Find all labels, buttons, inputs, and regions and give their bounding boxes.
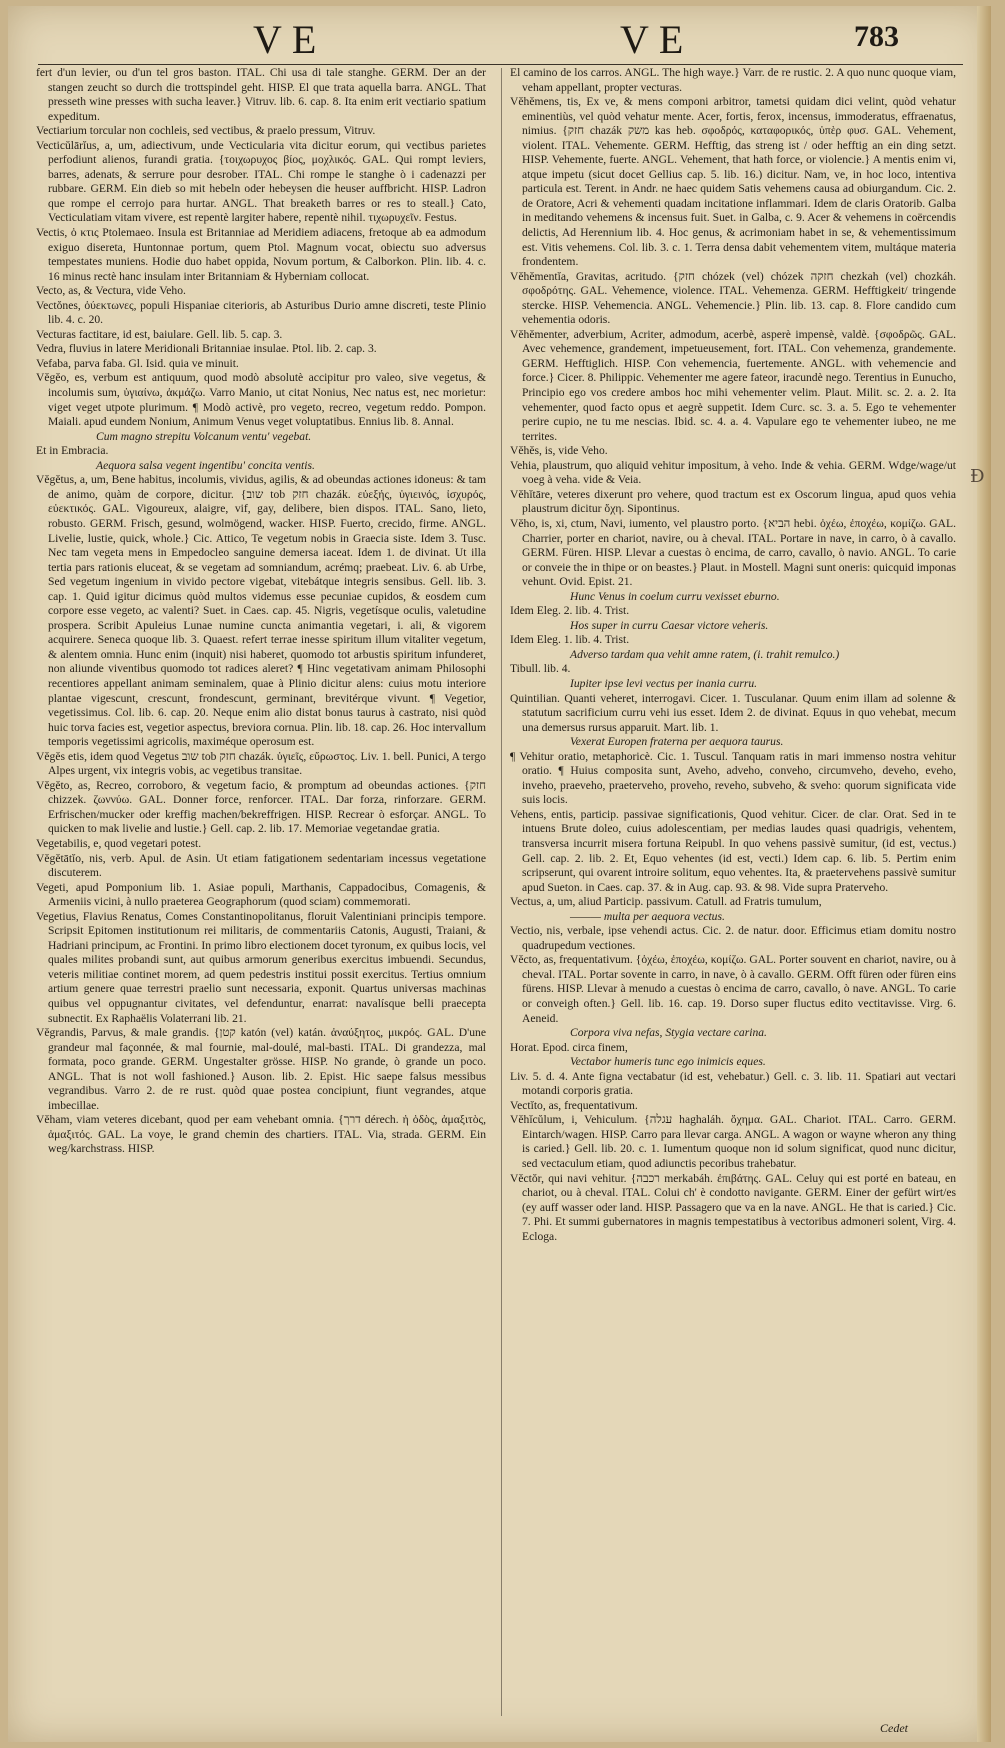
dictionary-entry: Vĕhĕmentĭa, Gravitas, acritudo. {חזק chózek (vel) chózek חזקה chezkah (vel) chozkáh. σφοδρότης. GAL. Vehemence, violence. ITAL. Vehemenza. GERM. Hefftigkeit/ tringende stercke. HISP. Vehemencia. ANGL. Vehemencie.} Plin. lib. 13. cap. 8. Flore candido cum vehementia odoris.: [510, 269, 956, 327]
verse-quotation: Cum magno strepitu Volcanum ventu' vegebat.: [96, 429, 312, 443]
citation: Idem Eleg. 1. lib. 4. Trist.: [510, 633, 630, 647]
verse-quotation: Aequora salsa vegent ingentibu' concita ventis.: [96, 458, 315, 472]
dictionary-entry: Vĕgĕs etis, idem quod Vegetus שוב tob חזק chazák. ὑγιεῖς, εὔρωστος. Liv. 1. bell. Punici, A tergo Alpes urgent, vix integris vobis, ac vegetibus transitae.: [36, 749, 486, 778]
dictionary-entry: Vecticŭlārĭus, a, um, adiectivum, unde Vecticularia vita dicitur eorum, qui vectibus parietes perfodiunt alienos, furandi gratia. {τοιχωρυχος βίος, μοχλικός. GAL. Qui rompt leviers, barres, adenats, & serrure pour desrober. ITAL. Chi rompe le stanghe ò i cadenazzi per rubbare. GERM. Ein dieb so mit hebeln oder hebeysen die heuser auffbricht. HISP. Ladron que rompe el cerrojo para hurtar. ANGL. That breaketh barres or res to steall.} Cato, Vecticulatiam vitam vivere, est repentè largiter habere, repentè nihil. τιχωρυχεῖν. Festus.: [36, 138, 486, 225]
dictionary-entry: Vĕham, viam veteres dicebant, quod per eam vehebant omnia. {דרך dérech. ἡ ὁδὸς, ἁμαξιτὸς, ἁμαξιτός. GAL. La voye, le grand chemin des chartiers. ITAL. Via, strada. GERM. Ein weg/karchstrass. HISP.: [36, 1113, 487, 1156]
header-rule: [38, 64, 963, 65]
verse-quotation: Vectabor humeris tunc ego inimicis eques.: [570, 1055, 766, 1069]
citation: Tibull. lib. 4.: [510, 662, 571, 676]
dictionary-entry: Vĕhĕs, is, vide Veho.: [510, 444, 608, 458]
dictionary-entry: ¶ Vehitur oratio, metaphoricè. Cic. 1. Tuscul. Tanquam ratis in mari immenso nostra vehitur oratio. ¶ Huius composita sunt, Aveho, adveho, conveho, circumveho, deveho, eveho, inveho, praeveho, praeterveho, proveho, reveho, subveho, & sveho: quorum significata vide suis locis.: [510, 749, 956, 807]
verse-quotation: ——— multa per aequora vectus.: [570, 909, 725, 923]
dictionary-entry: Quintilian. Quanti veheret, interrogavi. Cicer. 1. Tusculanar. Quum enim illam ad solenne & statutum sacrificium curru vehi ius esset. Idem 2. de divinat. Equus in quo vehebat, mecum una demersus rursus apparuit. Mart. lib. 1.: [510, 691, 956, 734]
running-head-right: VE: [620, 17, 694, 62]
dictionary-entry: Vĕgĕtātĭo, nis, verb. Apul. de Asin. Ut etiam fatigationem sedentariam incessus vegetatione discuterem.: [36, 851, 486, 880]
column-divider: [501, 68, 502, 1716]
verse-quotation: Corpora viva nefas, Stygia vectare carina.: [570, 1026, 767, 1040]
page-edge: [977, 6, 991, 1742]
dictionary-entry: Vectus, a, um, aliud Particip. passivum. Catull. ad Fratris tumulum,: [510, 895, 822, 909]
dictionary-entry: Vĕhĕmens, tis, Ex ve, & mens componi arbitror, tametsi quidam dici velint, quòd vehatur eminentiùs, vel quòd vehatur mente. Acer, fortis, ferox, incensus, immoderatus, effraenatus, nimius. {חזק chazák משק kas heb. σφοδρός, καταφορικός, ὑπὲρ φυσ. GAL. Vehement, violent. ITAL. Vehemente. GERM. Hefftig, das streng ist / oder hefftig an ein ding setzt. HISP. Vehemente, fuerte. ANGL. Vehement, that hath force, or violencie.} A mentis enim vi, atque impetu (sicut docet Gellius cap. 5. lib. 16.) dicitur. Nam, ve, in hoc loco, intentiva particula est. Terent. in Andr. ne haec quidem Satis vehemens causa ad obiurgandum. Cic. 2. de Oratore, Acri & vehementi quadam incitatione inflammari. Idem de claris Oratorib. Galba in meditando vehemens & incensus fuit. Suet. in Galba, c. 9. Acer & vehemens in coërcendis delictis, Ad Herennium lib. 4. Hoc genus, & acrimoniam habet in se, & vehementissimum est. Vitis vehemens. Col. lib. 3. c. 1. Terra densa dabit vehementem vitem, multáque materia frondentem.: [510, 95, 956, 269]
left-column: [36, 66, 486, 1157]
running-head-left: VE: [253, 17, 327, 62]
dictionary-entry: Vĕhĭcŭlum, i, Vehiculum. {עגלה haghaláh. ὄχημα. GAL. Chariot. ITAL. Carro. GERM. Eintarch/wagen. HISP. Carro para llevar carga. ANGL. A wagon or wayne wheron any thing is caried.} Gell. lib. 20. c. 1. Iumentum quoque non id solum significat, quod nunc dicitur, sed vectaculum etiam, quod adiunctis pecoribus trahebatur.: [510, 1113, 956, 1171]
dictionary-entry: Vectiarium torcular non cochleis, sed vectibus, & praelo pressum, Vitruv.: [36, 124, 376, 138]
dictionary-entry: Vĕho, is, xi, ctum, Navi, iumento, vel plaustro porto. {הביא hebi. ὀχέω, ἐποχέω, κομίζω. GAL. Charrier, porter en chariot, navire, ou à cheval. ITAL. Portare in nave, in carro, ò à cavallo. GERM. Füren. HISP. Llevar a cuestas ò encima, de carro, cavallo, ò navio. ANGL. To carie or conveie the in thipe or on beastes.} Plaut. in Mostell. Magni sunt oneris: quicquid imponas vehunt. Ovid. Epist. 21.: [510, 516, 956, 589]
dictionary-entry: Vegetabilis, e, quod vegetari potest.: [36, 836, 202, 850]
catchword: Cedet: [880, 1721, 908, 1735]
verse-quotation: Iupiter ipse levi vectus per inania curru.: [570, 676, 758, 690]
dictionary-entry: Vĕgĕo, es, verbum est antiquum, quod modò absolutè accipitur pro valeo, sive vegetus, & incolumis sum, ὑγιαίνω, ἀκμάζω. Varro Manio, ut citat Nonius, Nec natus est, nec morietur: viget veget utpote plurimum. ¶ Modò activè, pro vegeto, recreo, vegetum reddo. Pompon. Maiali. apud eundem Nonium, Animum Venus veget voluptatibus. Ennius lib. 8. Annal.: [36, 371, 486, 429]
citation: Horat. Epod. circa finem,: [510, 1040, 628, 1054]
dictionary-entry: El camino de los carros. ANGL. The high waye.} Varr. de re rustic. 2. A quo nunc quoque viam, veham appellant, propter vecturas.: [510, 66, 956, 94]
dictionary-entry: Vegetius, Flavius Renatus, Comes Constantinopolitanus, floruit Valentiniani principis tempore. Scripsit Epitomen institutionum rei militaris, de commentariis Catonis, Augusti, Traiani, & Hadriani principum, ac Frontini. In primo libro electionem docet tyronum, ex quibus locis, vel quales milites probandi sunt, aut quibus armorum generibus exercitus imbuendi. Secundus, veteris militiae continet morem, ad quem pedestris institui possit exercitus. Tertius omnium artium genere quae terrestri praelio sunt necessaria, exponit. Quartus universas machinas quibus vel oppugnantur civitates, vel defenduntur, enarrat: navalísque belli praecepta subnectit. Ex Raphaëlis Volaterrani lib. 21.: [36, 909, 486, 1025]
dictionary-entry: Vĕctŏr, qui navi vehitur. {רכבה merkabáh. ἐπιβάτης. GAL. Celuy qui est porté en bateau, en chariot, ou à cheval. ITAL. Colui ch' è condotto navigante. GERM. Einer der gefürt wirt/es (ey auff wasser oder land. HISP. Passagero que va en la nave. ANGL. He that is caried.} Cic. 7. Phi. Et summi gubernatores in magnis tempestatibus à vectoribus admoneri solent, Virg. 4. Ecloga.: [510, 1171, 956, 1243]
page-number: 783: [854, 20, 899, 53]
dictionary-entry: Liv. 5. d. 4. Ante figna vectabatur (id est, vehebatur.) Gell. c. 3. lib. 11. Spatiari aut vectari motandi corporis gratia.: [510, 1069, 956, 1098]
margin-annotation: Ɖ: [970, 466, 985, 487]
dictionary-entry: Vĕgĕto, as, Recreo, corroboro, & vegetum facio, & promptum ad obeundas actiones. {חזק chizzek. ζωννύω. GAL. Donner force, renforcer. ITAL. Dar forza, rinforzare. GERM. Erfrischen/mucker oder kreffig machen/bekreffrigen. HISP. Recrear ò esforçar. ANGL. To quicken to mak livelie and lustie.} Gell. cap. 2. lib. 17. Memoriae vegetandae gratia.: [36, 778, 486, 836]
dictionary-entry: Vecto, as, & Vectura, vide Veho.: [36, 284, 186, 298]
dictionary-entry: Vĕcto, as, frequentativum. {ὀχέω, ἐποχέω, κομίζω. GAL. Porter souvent en chariot, navire, ou à cheval. ITAL. Portar sovente in carro, in nave, ò à cavallo. GERM. Offt füren oder füren eins fürens. HISP. Llevar à menudo a cuestas ò encima de carro, cavallo, ò nave. ANGL. To carie or conveigh often.} Gell. lib. 16. cap. 19. Dorso super fluctus edito vectitavisse. Virg. 6. Aeneid.: [510, 953, 956, 1025]
verse-quotation: Adverso tardam qua vehit amne ratem, (i. trahit remulco.): [570, 647, 840, 661]
right-column: [510, 66, 956, 1244]
dictionary-entry: Vedra, fluvius in latere Meridionali Britanniae insulae. Ptol. lib. 2. cap. 3.: [36, 342, 377, 356]
verse-quotation: Hunc Venus in coelum curru vexisset eburno.: [570, 589, 780, 603]
dictionary-entry: Vĕhĕmenter, adverbium, Acriter, admodum, acerbè, asperè impensè, valdè. {σφοδρῶς. GAL. Avec vehemence, grandement, impetueusement, fort. ITAL. Con vehemenza, grandemente. GERM. Hefftiglich. HISP. Con vehemencia, fuertemente. ANGL. with vehemencie and force.} Cicer. 8. Philippic. Vehementer me agere fateor, iracundè nego. Terentius in Eunucho, Principio ego vos credere ambos hoc mihi vehementer velim. Plaut. Milit. sc. 2. a. 2. Ita vehementer, quod facto opus et aegrè suppetit. Idem Curc. sc. 3. a. 5. Ego te vehementer perire cupio, ne tu me nescias. Ibid. sc. 4. a. 4. Vapulare ego te vehementer iubeo, ne me territes.: [510, 327, 956, 443]
verse-quotation: Vexerat Europen fraterna per aequora taurus.: [570, 735, 784, 749]
book-page: [8, 6, 991, 1742]
dictionary-entry: Vectio, nis, verbale, ipse vehendi actus. Cic. 2. de natur. door. Efficimus etiam domitu nostro quadrupedum vectiones.: [510, 924, 956, 952]
dictionary-entry: Vĕgrandis, Parvus, & male grandis. {קטן katón (vel) katán. ἀναύξητος, μικρός. GAL. D'une grandeur mal façonnée, & mal fournie, mal-doulé, mal-basti. ITAL. Di grandezza, mal formata, poco grande. GERM. Ungestalter grösse. HISP. No grande, ò grande un poco. ANGL. That is not woll fashioned.} Auson. lib. 2. Epist. Hic saepe falsus messibus vegrandibus. Varro 2. de re rust. quòd quae postea concipiunt, fiunt vegrandes, atque imbecillae.: [36, 1026, 487, 1112]
dictionary-entry: Vectŏnes, ὀύεκτωνες, populi Hispaniae citerioris, ab Asturibus Durio amne discreti, teste Plinio lib. 4. c. 20.: [36, 298, 486, 327]
dictionary-entry: Vehia, plaustrum, quo aliquid vehitur impositum, à veho. Inde & vehia. GERM. Wdge/wage/ut voeg à veha. vide & Veia.: [510, 458, 956, 487]
verse-quotation: Hos super in curru Caesar victore veheris.: [570, 618, 769, 632]
citation: Et in Embracia.: [36, 444, 109, 458]
dictionary-entry: Vehens, entis, particip. passivae significationis, Quod vehitur. Cicer. de clar. Orat. Sed in te intuens Brute doleo, cuius adolescentiam, per medias laudes quasi quadrigis, vehentem, transversa incurrit misera fortuna Reipubl. In quo vehens passivè sumitur, (id est, vectus.) Gell. cap. 2. lib. 2. Et, Equo vehentes (id est, vecti.) Idem cap. 6. lib. 5. Pertim enim scripserunt, qui ovarent introire solitum, equo vehentes. Ita, & praetervehens passivè sumitur apud Sueton. in Caes. cap. 37. & in Aug. cap. 93. & 98. Vide supra Praterveho.: [510, 807, 956, 894]
dictionary-entry: Vectĭto, as, frequentativum.: [510, 1098, 638, 1112]
dictionary-entry: Vĕgĕtus, a, um, Bene habitus, incolumis, vividus, agilis, & ad obeundas actiones idoneus: & tam de animo, quàm de corpore, dicitur. {שוב tob חזק chazák. εὐεξής, ὑγιεινός, ἰσχυρός, εὐεκτικός. GAL. Vigoureux, alaigre, vif, gay, delibere, bien dispos. ITAL. Sano, lieto, robusto. GERM. Frisch, gesund, wolmögend, wacker. HISP. Fuerto, crecido, firme. ANGL. Livelie, lustie, quick, whole.} Cic. Attico, Te vegetum nobis in Graecia siste. Idem 3. Tusc. Nec tam vegeta mens in Empedocleo sanguine demersa iaceat. Idem 1. de divinat. Ut illa tertia pars rationis eluceat, & se vegetam ad somniandum, acrémq; praebeat. Liv. 6. ab Urbe, Sed vegetum ingenium in vivido pectore vigebat, vitebátque integris sensibus. Gell. lib. 3. cap. 1. Quid igitur dicimus quòd multos videmus esse pecuniae cupidos, & eosdem cum corpore esse vegeto, ac valenti? Suet. in Caes. cap. 45. Nigris, vegetísque oculis, valetudine prospera. Scribit Apuleius Lunae numine cuncta animantia vegetari, i. ali, & vigorem acquirere. Seneca quoque lib. 3. Quaest. refert terrae inesse spiritum illum vitaliter vegetum, & alentem omnia. Hunc enim (inquit) nisi haberet, quomodo tot arbustis spiritum infunderet, non aliunde viventibus quomodo tot radices aleret? ¶ Hinc vegetativam animam Philosophi recentiores appellant animam seminalem, quae à Plinio dicitur alens: cuius motu interiore plantae vigescunt, crescunt, frondescunt, germinant, brevitérque vivunt. ¶ Vegetior, vegetissimus. Col. lib. 6. cap. 20. Neque enim alio distat bonus taurus à castrato, nisi quòd huic torva facies est, vegetior aspectus, breviora cornua. Plin. lib. 18. cap. 26. Hoc intervallum temporis vegetissimi agricolis, maximéque operosum est.: [36, 473, 486, 749]
dictionary-entry: fert d'un levier, ou d'un tel gros baston. ITAL. Chi usa di tale stanghe. GERM. Der an der stangen zeucht so durch die trottspindel geht. HISP. El que trata aquella barra. ANGL. That presseth wine presses with sucha leaver.} Vitruv. lib. 6. cap. 8. Ita enim erit vectiario spatium expeditum.: [36, 66, 486, 123]
dictionary-entry: Vectis, ὁ κτις Ptolemaeo. Insula est Britanniae ad Meridiem adiacens, fretoque ab ea admodum exiguo disereta, Huntonnae portum, quem Ptol. Magnum vocat, obiectu suo adversus tempestates muniens. Hodie duo habet oppida, Novum portum, & Calborkon. Plin. lib. 4. c. 16 minus rectè hanc insulam inter Britanniam & Hyberniam collocat.: [36, 226, 486, 283]
dictionary-entry: Vefaba, parva faba. Gl. Isid. quia ve minuit.: [36, 356, 239, 370]
dictionary-entry: Vecturas factitare, id est, baiulare. Gell. lib. 5. cap. 3.: [36, 327, 283, 341]
citation: Idem Eleg. 2. lib. 4. Trist.: [510, 604, 630, 618]
dictionary-entry: Vĕhĭtāre, veteres dixerunt pro vehere, quod tractum est ex Oscorum lingua, apud quos vehia plaustrum dicitur ὄχη. Sipontinus.: [510, 487, 956, 516]
dictionary-entry: Vegeti, apud Pomponium lib. 1. Asiae populi, Marthanis, Cappadocibus, Comagenis, & Armeniis vicini, à nullo praeterea Geographorum (quod sciam) commemorati.: [36, 880, 486, 909]
